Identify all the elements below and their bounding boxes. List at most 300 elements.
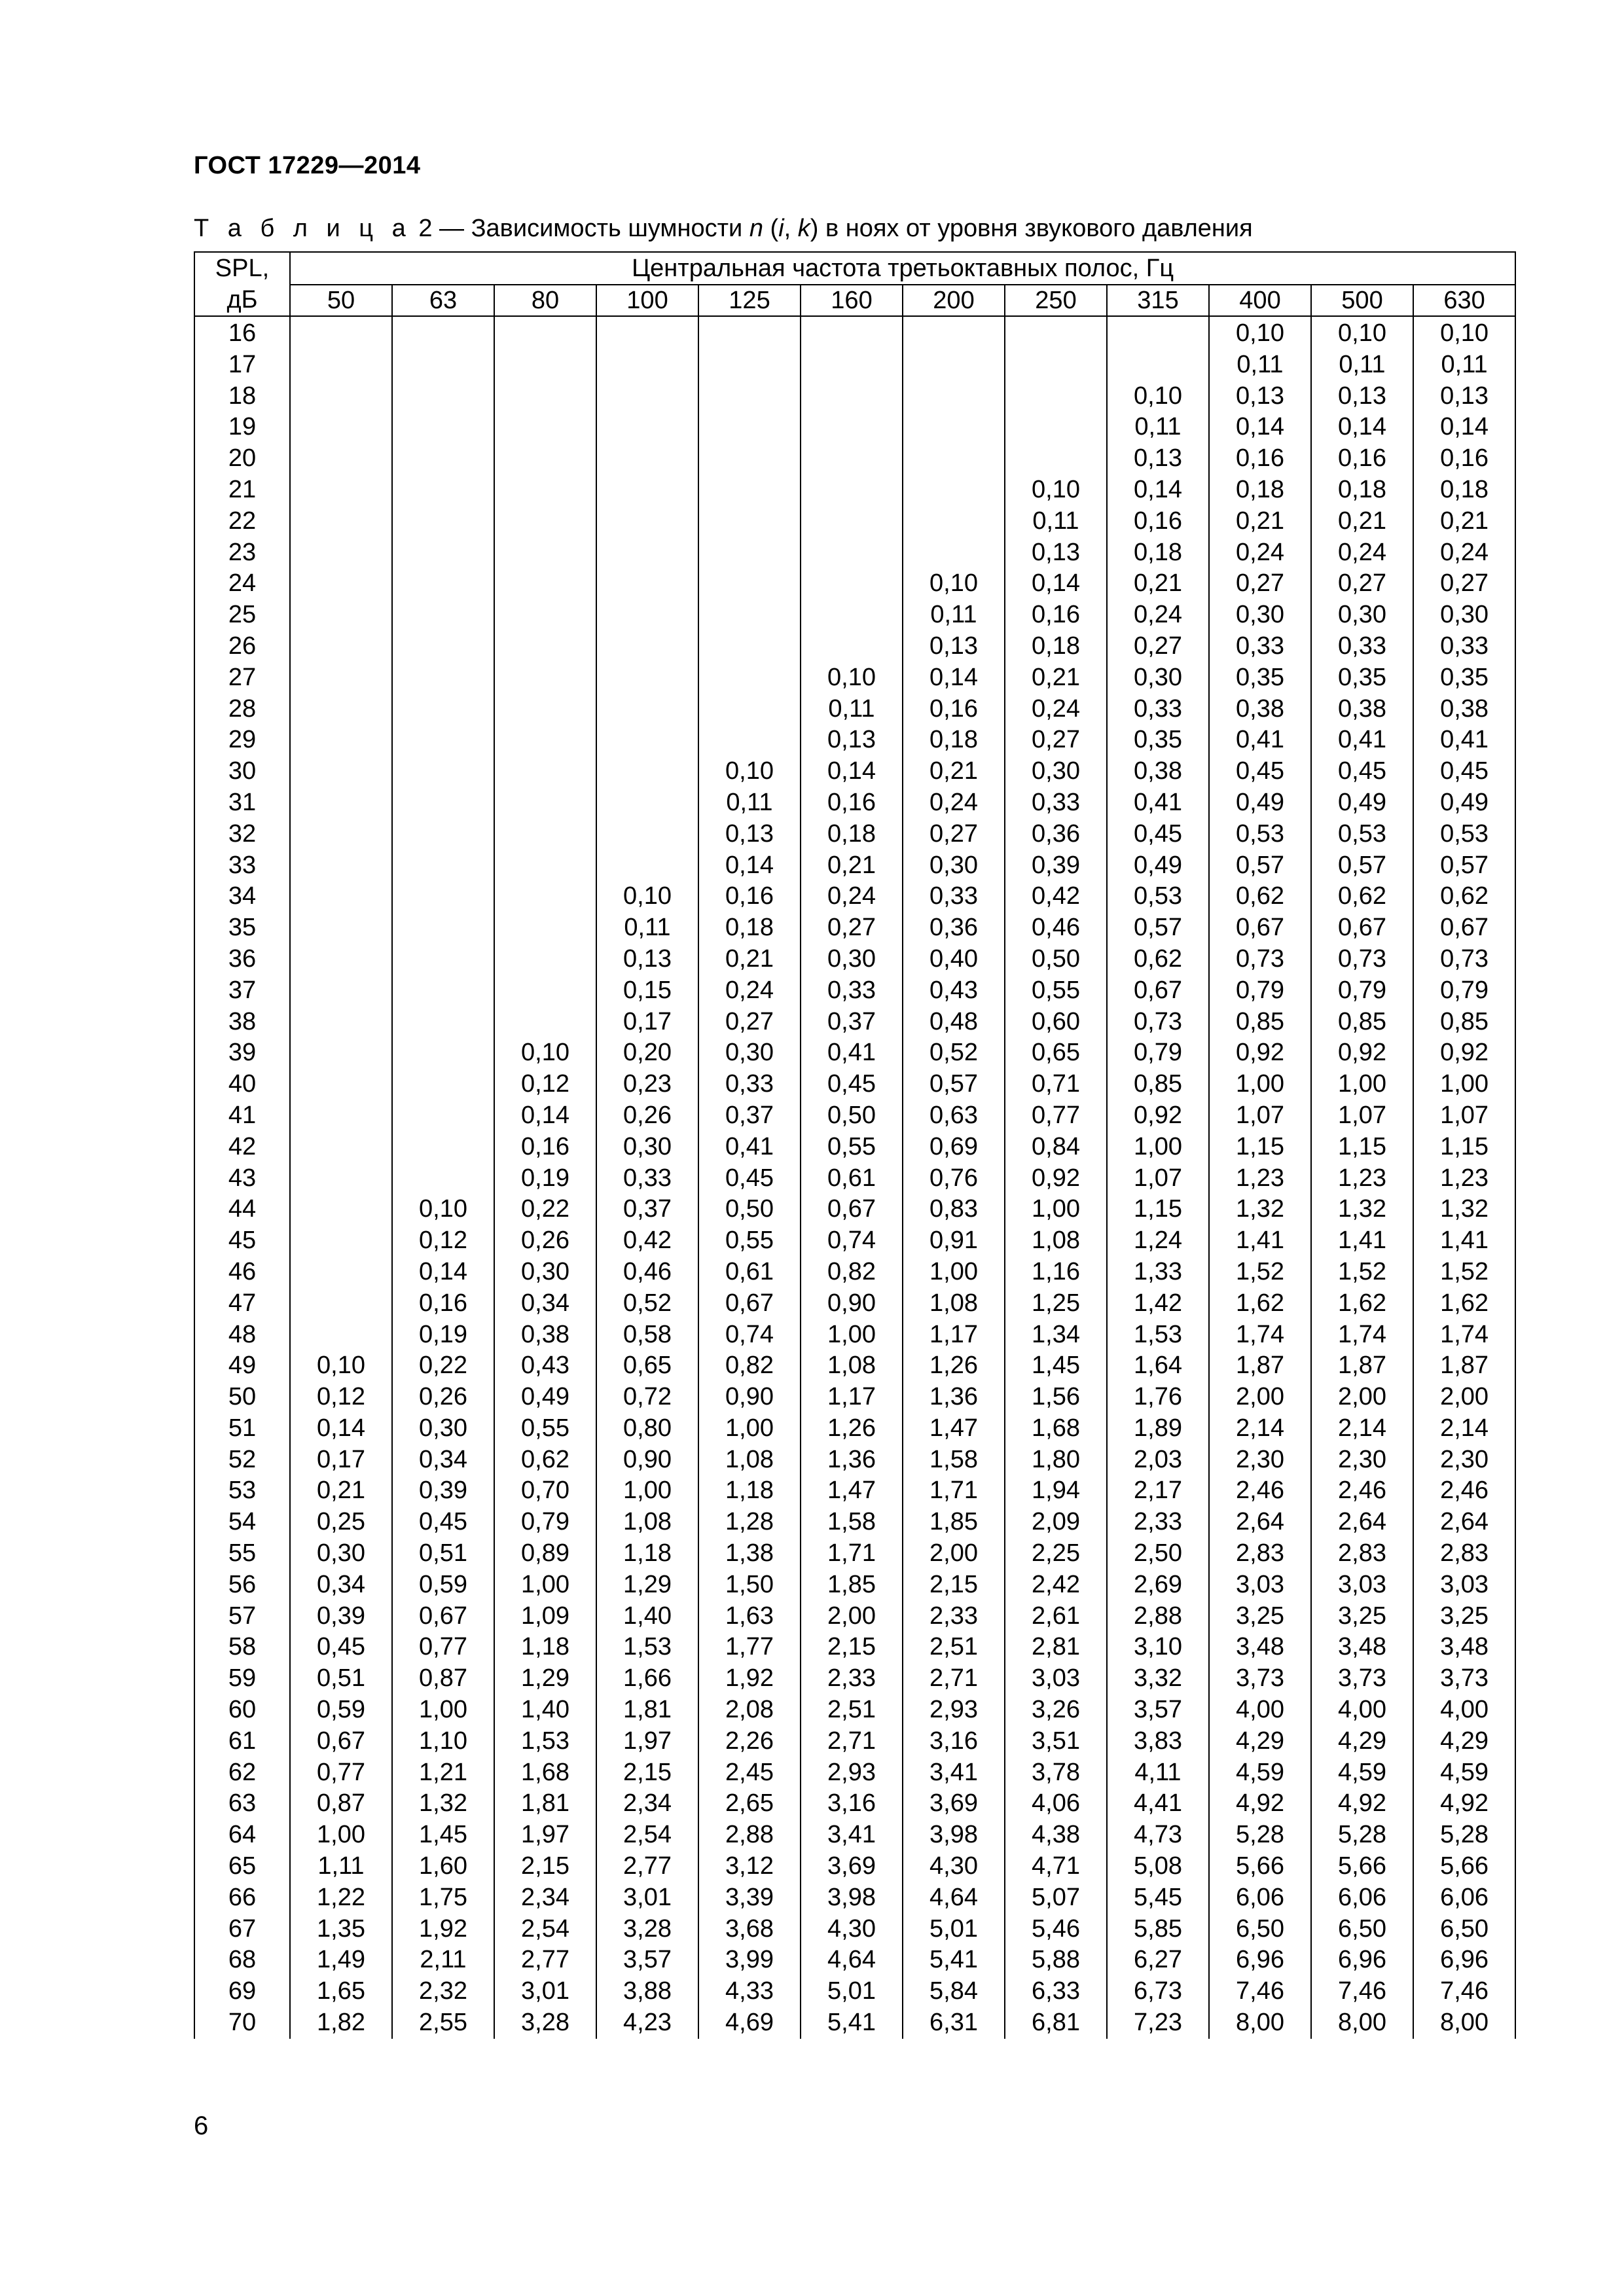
loudness-value-cell: 4,33 xyxy=(698,1976,801,2007)
table-row xyxy=(194,1914,1515,1945)
loudness-value-cell: 0,30 xyxy=(1005,756,1107,787)
loudness-value-cell: 2,83 xyxy=(1311,1538,1413,1570)
loudness-value-cell: 4,92 xyxy=(1413,1788,1515,1820)
loudness-value-cell: 2,81 xyxy=(1005,1632,1107,1663)
loudness-value-cell: 2,77 xyxy=(596,1851,698,1882)
loudness-value-cell: 0,92 xyxy=(1209,1037,1311,1069)
loudness-value-cell: 7,46 xyxy=(1413,1976,1515,2007)
spl-value-cell: 47 xyxy=(194,1288,290,1319)
loudness-value-cell xyxy=(494,787,596,819)
loudness-value-cell: 0,65 xyxy=(596,1350,698,1382)
loudness-value-cell: 1,85 xyxy=(801,1570,903,1601)
loudness-value-cell: 6,73 xyxy=(1107,1976,1209,2007)
loudness-value-cell: 3,16 xyxy=(801,1788,903,1820)
spl-value-cell: 22 xyxy=(194,506,290,537)
loudness-value-cell xyxy=(596,631,698,662)
loudness-value-cell: 5,28 xyxy=(1413,1820,1515,1851)
loudness-value-cell xyxy=(903,412,1005,443)
loudness-value-cell: 0,11 xyxy=(1209,350,1311,381)
loudness-value-cell xyxy=(596,819,698,850)
loudness-value-cell: 0,18 xyxy=(1209,475,1311,506)
loudness-value-cell: 0,80 xyxy=(596,1413,698,1444)
loudness-value-cell: 3,48 xyxy=(1209,1632,1311,1663)
loudness-value-cell xyxy=(596,506,698,537)
loudness-value-cell: 0,73 xyxy=(1311,944,1413,975)
loudness-value-cell: 0,77 xyxy=(392,1632,494,1663)
loudness-value-cell: 0,13 xyxy=(1209,381,1311,412)
loudness-value-cell xyxy=(698,316,801,350)
loudness-value-cell xyxy=(494,725,596,756)
loudness-value-cell: 3,48 xyxy=(1413,1632,1515,1663)
loudness-value-cell: 1,24 xyxy=(1107,1225,1209,1257)
loudness-value-cell: 0,30 xyxy=(392,1413,494,1444)
loudness-value-cell: 0,30 xyxy=(1413,600,1515,631)
loudness-value-cell: 2,71 xyxy=(903,1663,1005,1695)
loudness-value-cell: 0,67 xyxy=(1311,912,1413,944)
loudness-value-cell: 0,14 xyxy=(392,1257,494,1288)
loudness-value-cell: 6,06 xyxy=(1209,1882,1311,1914)
loudness-value-cell: 2,00 xyxy=(1413,1382,1515,1413)
loudness-value-cell: 0,62 xyxy=(494,1444,596,1476)
loudness-value-cell: 2,69 xyxy=(1107,1570,1209,1601)
loudness-value-cell: 0,74 xyxy=(801,1225,903,1257)
loudness-value-cell: 4,29 xyxy=(1311,1726,1413,1757)
loudness-value-cell: 0,21 xyxy=(290,1475,392,1507)
loudness-value-cell: 1,07 xyxy=(1311,1100,1413,1132)
loudness-value-cell: 0,11 xyxy=(1107,412,1209,443)
loudness-value-cell: 0,24 xyxy=(1413,537,1515,569)
loudness-value-cell: 1,92 xyxy=(698,1663,801,1695)
loudness-value-cell: 0,71 xyxy=(1005,1069,1107,1100)
table-row xyxy=(194,1538,1515,1570)
loudness-value-cell: 6,06 xyxy=(1413,1882,1515,1914)
loudness-value-cell: 1,45 xyxy=(392,1820,494,1851)
loudness-value-cell: 0,12 xyxy=(494,1069,596,1100)
loudness-value-cell: 0,16 xyxy=(1413,443,1515,475)
loudness-value-cell: 3,12 xyxy=(698,1851,801,1882)
caption-args-sep: , xyxy=(784,215,798,242)
loudness-value-cell: 2,88 xyxy=(698,1820,801,1851)
loudness-value-cell xyxy=(392,1132,494,1163)
table-row xyxy=(194,1976,1515,2007)
loudness-value-cell: 5,28 xyxy=(1209,1820,1311,1851)
loudness-value-cell: 0,10 xyxy=(290,1350,392,1382)
frequency-header-cell: 63 xyxy=(392,285,494,316)
caption-args-close: ) xyxy=(810,215,819,242)
loudness-value-cell: 0,17 xyxy=(596,1007,698,1038)
loudness-value-cell: 2,71 xyxy=(801,1726,903,1757)
loudness-value-cell: 2,15 xyxy=(903,1570,1005,1601)
loudness-value-cell xyxy=(494,316,596,350)
loudness-value-cell xyxy=(392,631,494,662)
loudness-value-cell: 3,88 xyxy=(596,1976,698,2007)
loudness-value-cell: 3,83 xyxy=(1107,1726,1209,1757)
loudness-value-cell: 4,06 xyxy=(1005,1788,1107,1820)
loudness-value-cell: 0,33 xyxy=(801,975,903,1007)
loudness-value-cell: 0,14 xyxy=(1209,412,1311,443)
loudness-value-cell: 0,36 xyxy=(1005,819,1107,850)
loudness-value-cell xyxy=(290,506,392,537)
loudness-value-cell: 3,39 xyxy=(698,1882,801,1914)
loudness-value-cell: 0,65 xyxy=(1005,1037,1107,1069)
loudness-value-cell xyxy=(290,756,392,787)
loudness-value-cell: 1,10 xyxy=(392,1726,494,1757)
loudness-value-cell xyxy=(290,881,392,912)
loudness-value-cell: 0,11 xyxy=(596,912,698,944)
loudness-value-cell: 1,33 xyxy=(1107,1257,1209,1288)
loudness-value-cell: 1,00 xyxy=(1209,1069,1311,1100)
loudness-value-cell xyxy=(698,537,801,569)
spl-header-line2: дБ xyxy=(226,286,258,314)
spl-value-cell: 24 xyxy=(194,568,290,600)
loudness-value-cell xyxy=(801,412,903,443)
loudness-value-cell: 5,41 xyxy=(801,2007,903,2039)
loudness-value-cell xyxy=(801,568,903,600)
loudness-value-cell: 6,27 xyxy=(1107,1945,1209,1976)
loudness-value-cell: 5,01 xyxy=(801,1976,903,2007)
loudness-value-cell: 2,46 xyxy=(1209,1475,1311,1507)
loudness-value-cell: 0,45 xyxy=(698,1163,801,1194)
loudness-value-cell: 2,17 xyxy=(1107,1475,1209,1507)
spl-value-cell: 60 xyxy=(194,1695,290,1726)
spl-value-cell: 56 xyxy=(194,1570,290,1601)
loudness-value-cell: 0,18 xyxy=(1107,537,1209,569)
loudness-value-cell: 0,11 xyxy=(1005,506,1107,537)
spl-value-cell: 37 xyxy=(194,975,290,1007)
loudness-value-cell: 0,79 xyxy=(1107,1037,1209,1069)
loudness-value-cell: 0,46 xyxy=(1005,912,1107,944)
loudness-value-cell: 1,80 xyxy=(1005,1444,1107,1476)
loudness-value-cell: 0,83 xyxy=(903,1194,1005,1225)
loudness-value-cell: 0,60 xyxy=(1005,1007,1107,1038)
loudness-value-cell: 0,52 xyxy=(596,1288,698,1319)
loudness-value-cell xyxy=(290,1194,392,1225)
loudness-value-cell: 0,45 xyxy=(392,1507,494,1538)
loudness-value-cell: 0,18 xyxy=(1005,631,1107,662)
loudness-value-cell: 0,30 xyxy=(698,1037,801,1069)
loudness-value-cell xyxy=(494,631,596,662)
loudness-value-cell: 0,20 xyxy=(596,1037,698,1069)
spl-value-cell: 25 xyxy=(194,600,290,631)
loudness-value-cell: 0,13 xyxy=(1413,381,1515,412)
loudness-value-cell xyxy=(903,506,1005,537)
loudness-value-cell: 0,62 xyxy=(1311,881,1413,912)
loudness-value-cell: 4,23 xyxy=(596,2007,698,2039)
loudness-value-cell: 0,22 xyxy=(494,1194,596,1225)
loudness-value-cell: 0,49 xyxy=(494,1382,596,1413)
loudness-value-cell: 2,14 xyxy=(1413,1413,1515,1444)
loudness-value-cell: 3,48 xyxy=(1311,1632,1413,1663)
loudness-value-cell xyxy=(290,412,392,443)
loudness-value-cell: 6,96 xyxy=(1413,1945,1515,1976)
loudness-value-cell: 1,15 xyxy=(1311,1132,1413,1163)
frequency-header-cell: 250 xyxy=(1005,285,1107,316)
loudness-value-cell: 0,53 xyxy=(1209,819,1311,850)
loudness-value-cell: 0,76 xyxy=(903,1163,1005,1194)
loudness-value-cell xyxy=(290,316,392,350)
loudness-value-cell: 2,03 xyxy=(1107,1444,1209,1476)
frequency-group-header: Центральная частота третьоктавных полос, Гц xyxy=(290,252,1515,285)
spl-value-cell: 49 xyxy=(194,1350,290,1382)
loudness-value-cell xyxy=(801,443,903,475)
loudness-value-cell: 0,14 xyxy=(494,1100,596,1132)
loudness-value-cell xyxy=(290,1288,392,1319)
loudness-value-cell: 2,50 xyxy=(1107,1538,1209,1570)
loudness-value-cell: 0,24 xyxy=(1107,600,1209,631)
table-row xyxy=(194,506,1515,537)
loudness-value-cell: 1,87 xyxy=(1311,1350,1413,1382)
table-row xyxy=(194,1570,1515,1601)
loudness-value-cell: 3,73 xyxy=(1209,1663,1311,1695)
loudness-value-cell xyxy=(290,1132,392,1163)
page-number: 6 xyxy=(194,2111,209,2140)
loudness-value-cell: 0,39 xyxy=(290,1601,392,1632)
loudness-value-cell: 0,13 xyxy=(903,631,1005,662)
loudness-value-cell: 1,56 xyxy=(1005,1382,1107,1413)
loudness-value-cell: 0,42 xyxy=(1005,881,1107,912)
loudness-value-cell xyxy=(698,475,801,506)
loudness-value-cell xyxy=(290,537,392,569)
loudness-value-cell: 1,00 xyxy=(801,1319,903,1351)
loudness-value-cell xyxy=(290,662,392,694)
table-row xyxy=(194,1413,1515,1444)
loudness-value-cell xyxy=(903,381,1005,412)
loudness-value-cell: 3,99 xyxy=(698,1945,801,1976)
caption-args-open: ( xyxy=(763,215,779,242)
loudness-value-cell: 5,46 xyxy=(1005,1914,1107,1945)
loudness-value-cell: 1,00 xyxy=(1311,1069,1413,1100)
loudness-value-cell: 1,58 xyxy=(801,1507,903,1538)
loudness-value-cell: 0,24 xyxy=(903,787,1005,819)
table-row xyxy=(194,1069,1515,1100)
loudness-value-cell xyxy=(290,350,392,381)
loudness-value-cell: 0,10 xyxy=(494,1037,596,1069)
spl-value-cell: 21 xyxy=(194,475,290,506)
loudness-value-cell: 1,00 xyxy=(494,1570,596,1601)
loudness-value-cell xyxy=(494,850,596,882)
loudness-value-cell: 4,00 xyxy=(1311,1695,1413,1726)
table-row xyxy=(194,819,1515,850)
loudness-value-cell: 0,10 xyxy=(1107,381,1209,412)
loudness-value-cell: 3,68 xyxy=(698,1914,801,1945)
loudness-value-cell: 1,41 xyxy=(1413,1225,1515,1257)
loudness-value-cell: 1,65 xyxy=(290,1976,392,2007)
loudness-value-cell: 1,00 xyxy=(1413,1069,1515,1100)
loudness-value-cell: 2,64 xyxy=(1311,1507,1413,1538)
loudness-value-cell: 4,92 xyxy=(1209,1788,1311,1820)
loudness-value-cell: 1,53 xyxy=(494,1726,596,1757)
spl-value-cell: 41 xyxy=(194,1100,290,1132)
loudness-value-cell: 1,62 xyxy=(1413,1288,1515,1319)
loudness-value-cell: 0,46 xyxy=(596,1257,698,1288)
loudness-value-cell: 3,73 xyxy=(1311,1663,1413,1695)
loudness-value-cell xyxy=(494,694,596,725)
loudness-value-cell: 2,25 xyxy=(1005,1538,1107,1570)
table-row xyxy=(194,1757,1515,1789)
loudness-value-cell xyxy=(392,506,494,537)
loudness-value-cell: 1,66 xyxy=(596,1663,698,1695)
loudness-value-cell: 0,34 xyxy=(290,1570,392,1601)
loudness-value-cell: 0,30 xyxy=(1209,600,1311,631)
loudness-value-cell: 0,69 xyxy=(903,1132,1005,1163)
frequency-header-cell: 80 xyxy=(494,285,596,316)
loudness-value-cell: 0,90 xyxy=(596,1444,698,1476)
spl-value-cell: 68 xyxy=(194,1945,290,1976)
table-row xyxy=(194,725,1515,756)
loudness-value-cell xyxy=(494,350,596,381)
loudness-value-cell: 2,09 xyxy=(1005,1507,1107,1538)
loudness-value-cell: 0,33 xyxy=(1107,694,1209,725)
loudness-value-cell: 0,57 xyxy=(903,1069,1005,1100)
loudness-value-cell: 1,64 xyxy=(1107,1350,1209,1382)
loudness-value-cell xyxy=(903,350,1005,381)
loudness-value-cell: 1,71 xyxy=(903,1475,1005,1507)
table-row xyxy=(194,881,1515,912)
table-row xyxy=(194,1601,1515,1632)
loudness-value-cell: 1,09 xyxy=(494,1601,596,1632)
table-row xyxy=(194,537,1515,569)
loudness-value-cell: 1,87 xyxy=(1413,1350,1515,1382)
frequency-header-cell: 50 xyxy=(290,285,392,316)
loudness-value-cell: 0,62 xyxy=(1209,881,1311,912)
loudness-value-cell: 4,59 xyxy=(1209,1757,1311,1789)
loudness-value-cell: 0,10 xyxy=(903,568,1005,600)
loudness-value-cell: 0,67 xyxy=(392,1601,494,1632)
loudness-value-cell: 1,87 xyxy=(1209,1350,1311,1382)
loudness-value-cell xyxy=(290,1007,392,1038)
loudness-value-cell: 6,81 xyxy=(1005,2007,1107,2039)
loudness-value-cell: 0,38 xyxy=(1107,756,1209,787)
loudness-value-cell: 0,25 xyxy=(290,1507,392,1538)
loudness-value-cell: 0,92 xyxy=(1005,1163,1107,1194)
table-row xyxy=(194,412,1515,443)
loudness-value-cell xyxy=(494,662,596,694)
loudness-value-cell: 2,88 xyxy=(1107,1601,1209,1632)
loudness-value-cell: 1,00 xyxy=(392,1695,494,1726)
loudness-value-cell: 0,27 xyxy=(1005,725,1107,756)
loudness-value-cell: 0,33 xyxy=(1413,631,1515,662)
loudness-value-cell xyxy=(596,443,698,475)
loudness-value-cell: 1,62 xyxy=(1311,1288,1413,1319)
loudness-value-cell: 1,74 xyxy=(1413,1319,1515,1351)
loudness-value-cell: 0,13 xyxy=(1311,381,1413,412)
loudness-value-cell xyxy=(392,725,494,756)
loudness-value-cell: 3,73 xyxy=(1413,1663,1515,1695)
loudness-value-cell: 5,66 xyxy=(1209,1851,1311,1882)
loudness-value-cell: 1,21 xyxy=(392,1757,494,1789)
loudness-value-cell: 1,45 xyxy=(1005,1350,1107,1382)
spl-header xyxy=(194,252,290,316)
loudness-value-cell: 0,85 xyxy=(1413,1007,1515,1038)
loudness-value-cell xyxy=(392,944,494,975)
loudness-value-cell: 0,59 xyxy=(290,1695,392,1726)
loudness-value-cell: 3,25 xyxy=(1311,1601,1413,1632)
loudness-value-cell: 0,10 xyxy=(1311,316,1413,350)
loudness-value-cell: 1,15 xyxy=(1209,1132,1311,1163)
loudness-value-cell: 1,28 xyxy=(698,1507,801,1538)
loudness-value-cell: 6,50 xyxy=(1209,1914,1311,1945)
loudness-value-cell: 0,35 xyxy=(1107,725,1209,756)
loudness-value-cell: 1,16 xyxy=(1005,1257,1107,1288)
loudness-value-cell: 6,50 xyxy=(1311,1914,1413,1945)
loudness-value-cell: 0,13 xyxy=(596,944,698,975)
loudness-value-cell: 0,45 xyxy=(1413,756,1515,787)
loudness-value-cell: 0,85 xyxy=(1107,1069,1209,1100)
table-row xyxy=(194,1382,1515,1413)
loudness-value-cell: 0,55 xyxy=(494,1413,596,1444)
loudness-value-cell: 0,14 xyxy=(290,1413,392,1444)
loudness-value-cell: 0,19 xyxy=(494,1163,596,1194)
loudness-value-cell: 2,46 xyxy=(1413,1475,1515,1507)
loudness-value-cell: 1,77 xyxy=(698,1632,801,1663)
loudness-value-cell xyxy=(494,975,596,1007)
loudness-value-cell: 4,30 xyxy=(903,1851,1005,1882)
loudness-value-cell: 3,25 xyxy=(1209,1601,1311,1632)
spl-value-cell: 59 xyxy=(194,1663,290,1695)
loudness-value-cell: 6,50 xyxy=(1413,1914,1515,1945)
loudness-value-cell: 0,24 xyxy=(801,881,903,912)
loudness-value-cell: 0,30 xyxy=(290,1538,392,1570)
table-row xyxy=(194,1788,1515,1820)
table-row xyxy=(194,1475,1515,1507)
table-row xyxy=(194,1163,1515,1194)
loudness-value-cell: 0,58 xyxy=(596,1319,698,1351)
loudness-value-cell: 0,37 xyxy=(596,1194,698,1225)
loudness-value-cell: 0,41 xyxy=(1209,725,1311,756)
loudness-value-cell: 0,16 xyxy=(1209,443,1311,475)
table-row xyxy=(194,316,1515,350)
loudness-value-cell: 0,30 xyxy=(1311,600,1413,631)
loudness-value-cell: 0,30 xyxy=(903,850,1005,882)
loudness-value-cell xyxy=(392,662,494,694)
loudness-value-cell xyxy=(392,412,494,443)
loudness-value-cell: 3,28 xyxy=(596,1914,698,1945)
loudness-value-cell: 1,32 xyxy=(1413,1194,1515,1225)
loudness-value-cell: 1,74 xyxy=(1311,1319,1413,1351)
loudness-value-cell: 1,60 xyxy=(392,1851,494,1882)
loudness-value-cell: 0,13 xyxy=(801,725,903,756)
loudness-value-cell: 1,22 xyxy=(290,1882,392,1914)
loudness-value-cell: 1,85 xyxy=(903,1507,1005,1538)
loudness-value-cell xyxy=(801,537,903,569)
spl-value-cell: 35 xyxy=(194,912,290,944)
loudness-value-cell: 0,10 xyxy=(801,662,903,694)
loudness-value-cell: 2,46 xyxy=(1311,1475,1413,1507)
table-row xyxy=(194,850,1515,882)
loudness-value-cell xyxy=(596,850,698,882)
loudness-value-cell xyxy=(698,443,801,475)
loudness-value-cell: 0,14 xyxy=(1413,412,1515,443)
loudness-value-cell: 0,11 xyxy=(1413,350,1515,381)
loudness-value-cell: 2,51 xyxy=(903,1632,1005,1663)
spl-value-cell: 55 xyxy=(194,1538,290,1570)
loudness-value-cell: 2,15 xyxy=(801,1632,903,1663)
loudness-value-cell xyxy=(801,316,903,350)
loudness-value-cell: 5,88 xyxy=(1005,1945,1107,1976)
loudness-value-cell xyxy=(801,381,903,412)
loudness-value-cell xyxy=(698,631,801,662)
table-row xyxy=(194,1257,1515,1288)
loudness-value-cell: 0,16 xyxy=(903,694,1005,725)
table-row xyxy=(194,1882,1515,1914)
frequency-header-cell: 125 xyxy=(698,285,801,316)
loudness-value-cell xyxy=(290,443,392,475)
loudness-value-cell xyxy=(392,381,494,412)
loudness-value-cell: 1,52 xyxy=(1311,1257,1413,1288)
spl-value-cell: 50 xyxy=(194,1382,290,1413)
loudness-value-cell xyxy=(392,975,494,1007)
loudness-value-cell: 2,45 xyxy=(698,1757,801,1789)
